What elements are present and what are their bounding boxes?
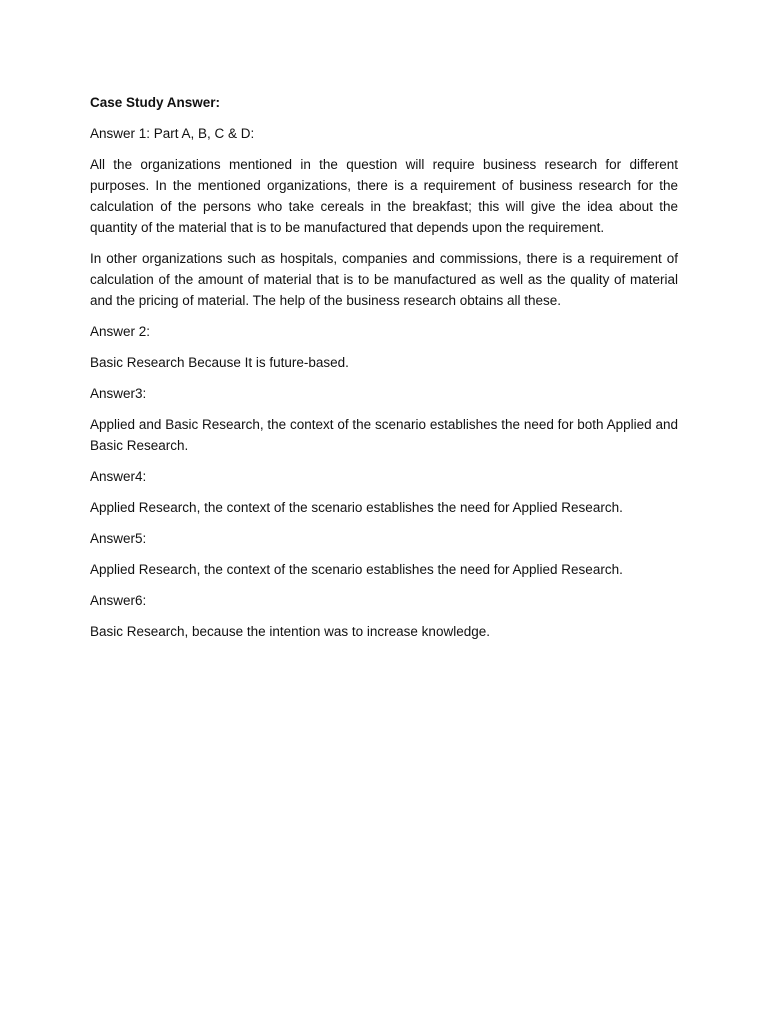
answer3-heading: Answer3:	[90, 386, 147, 401]
document-body	[90, 92, 678, 652]
answer3-text: Applied and Basic Research, the context of the scenario establishes the need for both Applied and Basic Research.	[90, 417, 678, 453]
answer2-heading: Answer 2:	[90, 324, 151, 339]
answer4-text: Applied Research, the context of the scenario establishes the need for Applied Research.	[90, 500, 623, 515]
document-title: Case Study Answer:	[90, 95, 221, 110]
answer6-text: Basic Research, because the intention was to increase knowledge.	[90, 624, 490, 639]
answer1-paragraph-1: All the organizations mentioned in the question will require business research for different purposes. In the mentioned organizations, there is a requirement of business research for the calculation of the persons who take cereals in the breakfast; this will give the idea about the quantity of the material that is to be manufactured that depends upon the requirement.	[90, 157, 678, 235]
answer2-text: Basic Research Because It is future-based.	[90, 355, 349, 370]
answer5-text: Applied Research, the context of the scenario establishes the need for Applied Research.	[90, 562, 623, 577]
answer6-heading: Answer6:	[90, 593, 147, 608]
answer4-heading: Answer4:	[90, 469, 147, 484]
answer5-heading: Answer5:	[90, 531, 147, 546]
answer1-heading: Answer 1: Part A, B, C & D:	[90, 126, 255, 141]
answer1-paragraph-2: In other organizations such as hospitals, companies and commissions, there is a requirement of calculation of the amount of material that is to be manufactured as well as the quality of material and the pricing of material. The help of the business research obtains all these.	[90, 251, 678, 308]
